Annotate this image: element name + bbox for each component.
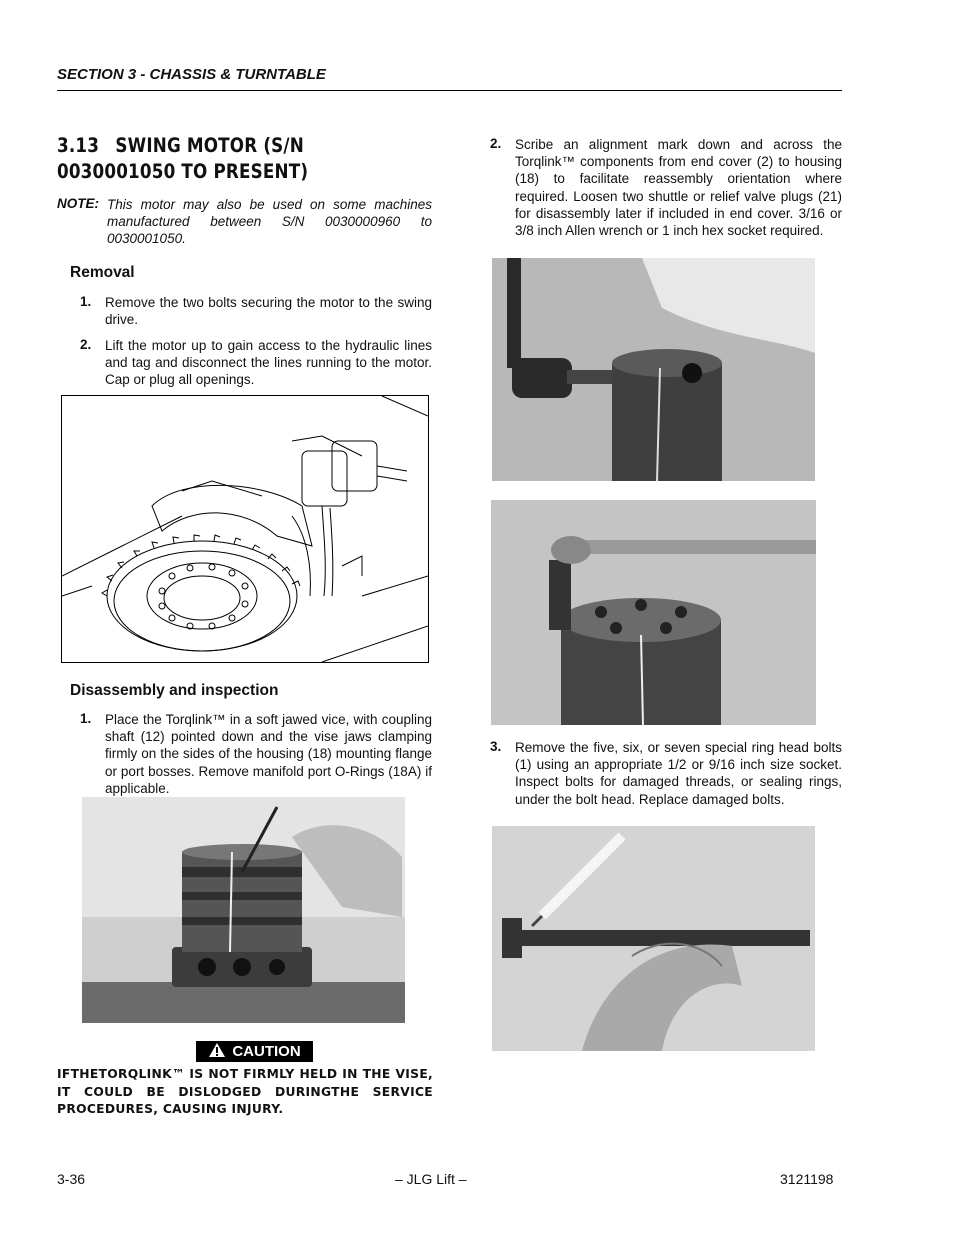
removal-step-1-number: 1.	[80, 294, 92, 309]
disassembly-step-2-number: 2.	[490, 136, 502, 151]
photo-scribing-motor	[82, 797, 405, 1023]
removal-step-2-number: 2.	[80, 337, 92, 352]
caution-label	[196, 1041, 313, 1062]
note-text: This motor may also be used on some machines manufactured between S/N 0030000960 to 0030001050.	[107, 197, 432, 246]
disassembly-step-2-text: Scribe an alignment mark down and across the Torqlink™ components from end cover (2) to housing (18) to facilitate reassembly orientation where required. Loosen two shuttle or relief valve plugs (21) for disassembly later if included in end cover. 3/16 or 3/8 inch Allen wrench or 1 inch hex socket required.	[515, 137, 842, 239]
disassembly-step-1-number: 1.	[80, 711, 92, 726]
removal-step-2-text: Lift the motor up to gain access to the hydraulic lines and tag and disconnect the lines running to the motor. Cap or plug all openings.	[105, 338, 432, 388]
caution-label-text: CAUTION	[232, 1043, 301, 1060]
caution-text: IFTHETORQLINK™ IS NOT FIRMLY HELD IN THE VISE, IT COULD BE DISLODGED DURINGTHE SERVICE PROCEDURES, CAUSING INJURY.	[57, 1067, 433, 1116]
photo-wrench-on-plug	[492, 258, 815, 481]
page-number: 3-36	[57, 1171, 86, 1187]
header-rule	[57, 90, 842, 91]
section-header: SECTION 3 - CHASSIS & TURNTABLE	[57, 66, 326, 83]
disassembly-step-1-text: Place the Torqlink™ in a soft jawed vice, with coupling shaft (12) pointed down and the vise jaws clamping firmly on the sides of the housing (18) mounting flange or port bosses. Remove manifold port O-Rings (18A) if applicable.	[105, 712, 432, 796]
footer-brand: – JLG Lift –	[395, 1171, 467, 1187]
swing-drive-illustration	[62, 396, 428, 662]
section-title: SWING MOTOR (S/N 0030001050 TO PRESENT)	[57, 134, 309, 183]
section-heading	[57, 133, 384, 185]
document-number: 3121198	[780, 1171, 834, 1187]
warning-triangle-icon	[208, 1042, 226, 1062]
disassembly-step-3-number: 3.	[490, 739, 502, 754]
photo-ratchet-on-end-cover	[491, 500, 816, 725]
section-number: 3.13	[57, 134, 100, 157]
photo-bolt-in-hand	[492, 826, 815, 1051]
removal-heading: Removal	[70, 264, 135, 281]
swing-drive-drawing	[61, 395, 429, 663]
note-label: NOTE:	[57, 196, 99, 211]
disassembly-heading: Disassembly and inspection	[70, 682, 279, 699]
photo-removing-bolts	[491, 500, 816, 725]
photo-motor-in-vise	[82, 797, 405, 1023]
photo-loosening-plug	[492, 258, 815, 481]
photo-inspecting-bolt	[492, 826, 815, 1051]
removal-step-1-text: Remove the two bolts securing the motor to the swing drive.	[105, 295, 432, 328]
disassembly-step-3-text: Remove the five, six, or seven special ring head bolts (1) using an appropriate 1/2 or 9/16 inch size socket. Inspect bolts for damaged threads, or sealing rings, under the bolt head. Replace damaged bolts.	[515, 740, 842, 807]
